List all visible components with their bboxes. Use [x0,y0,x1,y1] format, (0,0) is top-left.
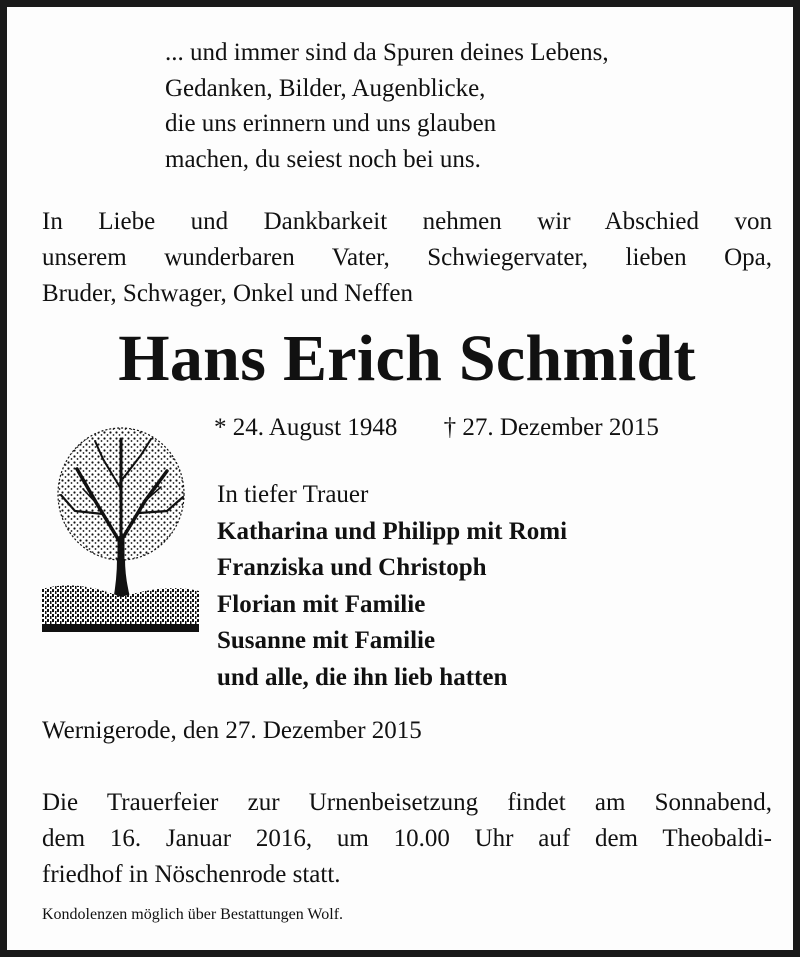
deceased-name: Hans Erich Schmidt [118,322,696,395]
mourner-name: Florian mit Familie [217,590,426,618]
poem-line: die uns erinnern und uns glauben [165,110,497,137]
intro-line: unserem wunderbaren Vater, Schwiegervater, lieben Opa, [42,244,772,271]
life-dates [214,410,659,446]
birth-date: * 24. August 1948 [214,414,398,441]
tree-icon [37,419,202,637]
poem-line: ... und immer sind da Spuren deines Lebens, [165,39,609,66]
condolences-note: Kondolenzen möglich über Bestattungen Wolf. [42,906,344,923]
mourner-name: Katharina und Philipp mit Romi [217,517,568,545]
mourner-name: und alle, die ihn lieb hatten [217,663,508,691]
poem [165,35,609,177]
death-date: † 27. Dezember 2015 [443,414,659,441]
place-date: Wernigerode, den 27. Dezember 2015 [42,717,422,744]
service-line: Die Trauerfeier zur Urnenbeisetzung findet am Sonnabend, [42,789,772,816]
service-line: friedhof in Nöschenrode statt. [42,861,341,888]
intro-text [42,204,772,312]
mourners-heading: In tiefer Trauer [217,481,369,508]
mourners-list [217,477,567,696]
poem-line: machen, du seiest noch bei uns. [165,145,481,173]
intro-line: Bruder, Schwager, Onkel und Neffen [42,280,414,307]
poem-line: Gedanken, Bilder, Augenblicke, [165,74,486,102]
service-line: dem 16. Januar 2016, um 10.00 Uhr auf dem Theobaldi- [42,825,772,852]
intro-line: In Liebe und Dankbarkeit nehmen wir Abschied von [42,208,772,235]
mourner-name: Susanne mit Familie [217,627,436,654]
funeral-service-info [42,785,772,893]
mourner-name: Franziska und Christoph [217,554,487,581]
